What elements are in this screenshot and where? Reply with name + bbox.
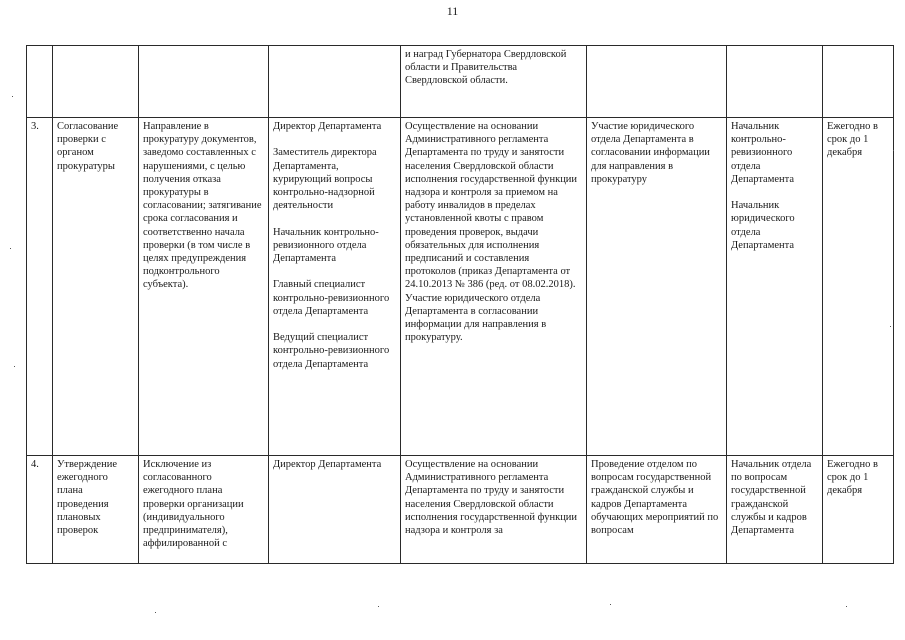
cell-positions bbox=[269, 456, 401, 564]
cell-positions bbox=[269, 118, 401, 456]
cell-empty bbox=[53, 46, 139, 118]
page-number: 11 bbox=[446, 4, 459, 18]
position-item: Заместитель директора Департамента, курирующий вопросы контрольно-надзорной деятельности bbox=[273, 147, 377, 212]
cell-measures: Осуществление на основании Административного регламента Департамента по труду и занятости населения Свердловской области исполнения государственной функции надзора и контроля за приемом на работу инвалидов в пределах установленной квоты с правом проведения проверок, выдачи обязательных для исполнения предписаний и составления протоколов (приказ Департамента от 24.10.2013 № 386 (ред. от 08.02.2018). Участие юридического отдела Департамента в согласовании информации для направления в прокуратуру. bbox=[401, 118, 587, 456]
cell-risk: Исключение из согласованного ежегодного плана проверки организации (индивидуального предпринимателя), аффилированной с bbox=[139, 456, 269, 564]
cell-responsible bbox=[727, 118, 823, 456]
scan-speck bbox=[12, 96, 13, 97]
position-item: Директор Департамента bbox=[273, 121, 382, 132]
cell-additional-measures: Проведение отделом по вопросам государственной гражданской службы и кадров Департамента обучающих мероприятий по вопросам bbox=[587, 456, 727, 564]
measures-table bbox=[26, 45, 894, 564]
scan-speck bbox=[610, 604, 611, 605]
responsible-item: Начальник контрольно-ревизионного отдела Департамента bbox=[731, 121, 795, 185]
position-item: Директор Департамента bbox=[273, 459, 382, 470]
scan-speck bbox=[10, 248, 11, 249]
cell-risk: Направление в прокуратуру документов, заведомо составленных с нарушениями, с целью получения отказа прокуратуры в согласовании; затягивание срока согласования и соответственно начала проверки (в том числе в целях предупреждения подконтрольного субъекта). bbox=[139, 118, 269, 456]
cell-empty bbox=[27, 46, 53, 118]
cell-number: 3. bbox=[27, 118, 53, 456]
cell-deadline: Ежегодно в срок до 1 декабря bbox=[823, 118, 894, 456]
cell-stage: Согласование проверки с органом прокуратуры bbox=[53, 118, 139, 456]
table-row bbox=[27, 118, 894, 456]
responsible-item: Начальник юридического отдела Департамента bbox=[731, 200, 795, 251]
scan-speck bbox=[890, 326, 891, 327]
cell-measures: Осуществление на основании Административного регламента Департамента по труду и занятости населения Свердловской области исполнения государственной функции надзора и контроля за bbox=[401, 456, 587, 564]
cell-measures-continuation: и наград Губернатора Свердловской области и Правительства Свердловской области. bbox=[401, 46, 587, 118]
cell-number: 4. bbox=[27, 456, 53, 564]
scan-speck bbox=[378, 606, 379, 607]
table-row-continuation bbox=[27, 46, 894, 118]
cell-empty bbox=[587, 46, 727, 118]
responsible-item: Начальник отдела по вопросам государственной гражданской службы и кадров Департамента bbox=[731, 459, 812, 537]
scan-speck bbox=[846, 606, 847, 607]
scan-speck bbox=[14, 366, 15, 367]
scan-speck bbox=[893, 150, 894, 151]
table-row bbox=[27, 456, 894, 564]
cell-empty bbox=[139, 46, 269, 118]
cell-empty bbox=[727, 46, 823, 118]
cell-empty bbox=[269, 46, 401, 118]
cell-stage: Утверждение ежегодного плана проведения плановых проверок bbox=[53, 456, 139, 564]
position-item: Начальник контрольно-ревизионного отдела Департамента bbox=[273, 226, 379, 264]
position-item: Ведущий специалист контрольно-ревизионного отдела Департамента bbox=[273, 332, 390, 370]
cell-empty bbox=[823, 46, 894, 118]
cell-responsible bbox=[727, 456, 823, 564]
position-item: Главный специалист контрольно-ревизионного отдела Департамента bbox=[273, 279, 390, 317]
cell-deadline: Ежегодно в срок до 1 декабря bbox=[823, 456, 894, 564]
scan-speck bbox=[155, 612, 156, 613]
cell-additional-measures: Участие юридического отдела Департамента в согласовании информации для направления в прокуратуру bbox=[587, 118, 727, 456]
